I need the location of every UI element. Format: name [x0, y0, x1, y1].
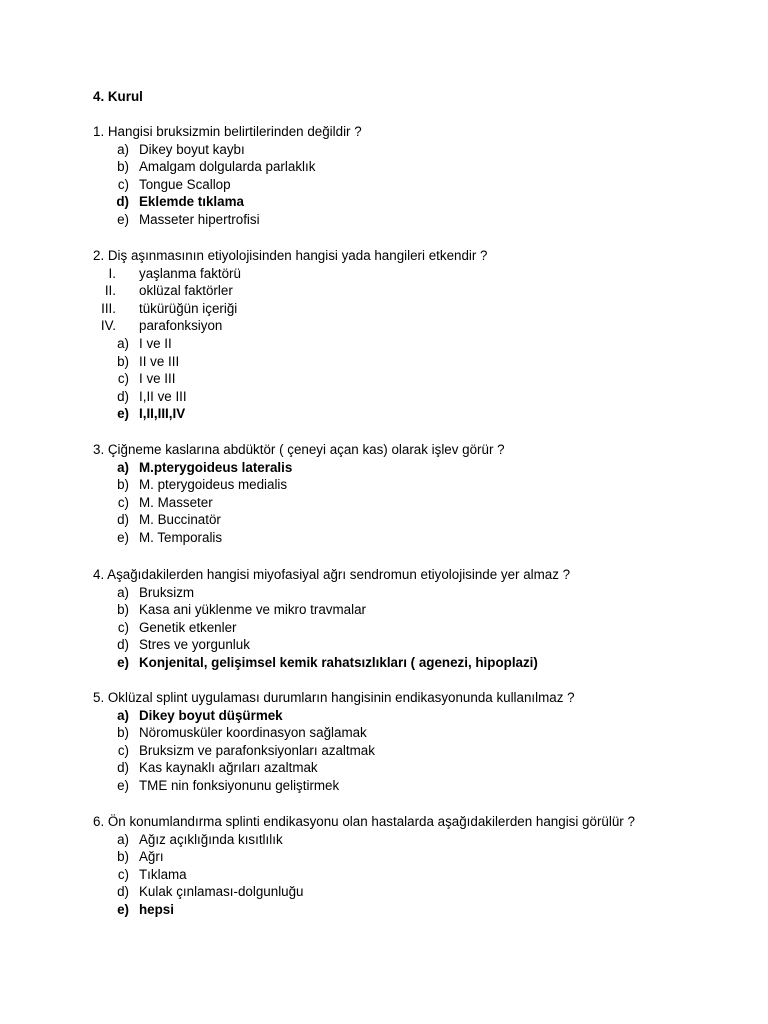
- option-text: I ve III: [139, 371, 176, 387]
- statement-4: [93, 317, 733, 335]
- option-text: Kasa ani yüklenme ve mikro travmalar: [139, 602, 366, 618]
- option-marker: e): [117, 654, 129, 670]
- option-text: Amalgam dolgularda parlaklık: [139, 159, 316, 175]
- option-b: [93, 848, 733, 866]
- option-text: Dikey boyut kaybı: [139, 141, 245, 157]
- statement-text: tükürüğün içeriği: [139, 300, 238, 316]
- option-text: M.pterygoideus lateralis: [139, 459, 293, 475]
- option-text: Tıklama: [139, 866, 187, 882]
- option-text: Stres ve yorgunluk: [139, 637, 250, 653]
- option-marker: b): [117, 477, 129, 493]
- option-marker: b): [117, 725, 129, 741]
- option-marker: b): [117, 602, 129, 618]
- option-text: M. pterygoideus medialis: [139, 477, 288, 493]
- option-text: I,II ve III: [139, 388, 187, 404]
- option-marker: c): [117, 742, 129, 758]
- option-marker: e): [117, 901, 129, 917]
- option-c: [93, 370, 733, 388]
- option-e-correct: [93, 405, 733, 423]
- option-text: M. Masseter: [139, 494, 213, 510]
- question-text: 2. Diş aşınmasının etiyolojisinden hangisi yada hangileri etkendir ?: [93, 248, 488, 263]
- option-b: [93, 158, 733, 176]
- document-title: 4. Kurul: [93, 89, 143, 104]
- option-e-correct: [93, 901, 733, 919]
- option-text: Masseter hipertrofisi: [139, 211, 260, 227]
- option-b: [93, 601, 733, 619]
- option-text: hepsi: [139, 901, 174, 917]
- option-a: [93, 141, 733, 159]
- option-marker: a): [117, 831, 129, 847]
- option-marker: b): [117, 849, 129, 865]
- statement-3: [93, 300, 733, 318]
- option-marker: b): [117, 353, 129, 369]
- option-d-correct: [93, 193, 733, 211]
- option-marker: c): [117, 176, 129, 192]
- option-text: TME nin fonksiyonunu geliştirmek: [139, 777, 340, 793]
- option-b: [93, 353, 733, 371]
- question-4: [93, 566, 733, 672]
- option-marker: c): [117, 371, 129, 387]
- option-text: I ve II: [139, 335, 172, 351]
- option-a: [93, 584, 733, 602]
- question-text: 3. Çiğneme kaslarına abdüktör ( çeneyi açan kas) olarak işlev görür ?: [93, 442, 505, 457]
- option-text: Nöromusküler koordinasyon sağlamak: [139, 725, 367, 741]
- statement-marker: III.: [101, 300, 116, 316]
- option-text: Tongue Scallop: [139, 176, 231, 192]
- statement-marker: I.: [108, 265, 116, 281]
- option-marker: e): [117, 211, 129, 227]
- option-marker: d): [117, 637, 129, 653]
- statement-marker: IV.: [100, 318, 116, 334]
- option-a-correct: [93, 707, 733, 725]
- option-text: Eklemde tıklama: [139, 194, 244, 210]
- option-d: [93, 636, 733, 654]
- option-text: Bruksizm: [139, 584, 195, 600]
- option-text: II ve III: [139, 353, 180, 369]
- option-marker: c): [117, 494, 129, 510]
- option-marker: e): [117, 529, 129, 545]
- question-5: [93, 689, 733, 795]
- option-text: Kas kaynaklı ağrıları azaltmak: [139, 760, 318, 776]
- question-1: [93, 123, 733, 229]
- option-a: [93, 831, 733, 849]
- statement-1: [93, 265, 733, 283]
- option-marker: d): [117, 388, 129, 404]
- option-text: M. Buccinatör: [139, 512, 221, 528]
- option-text: Ağrı: [139, 849, 164, 865]
- question-3: [93, 441, 733, 547]
- statement-text: parafonksiyon: [139, 318, 223, 334]
- option-b: [93, 724, 733, 742]
- statement-text: yaşlanma faktörü: [139, 265, 241, 281]
- option-text: Kulak çınlaması-dolgunluğu: [139, 884, 304, 900]
- option-d: [93, 388, 733, 406]
- question-6: [93, 813, 733, 919]
- option-marker: a): [117, 584, 129, 600]
- statement-text: oklüzal faktörler: [139, 283, 233, 299]
- option-marker: e): [117, 777, 129, 793]
- option-text: Dikey boyut düşürmek: [139, 707, 283, 723]
- option-marker: d): [117, 512, 129, 528]
- option-d: [93, 759, 733, 777]
- option-marker: e): [117, 406, 129, 422]
- option-marker: d): [116, 194, 129, 210]
- option-marker: d): [117, 760, 129, 776]
- option-marker: a): [117, 459, 129, 475]
- option-text: M. Temporalis: [139, 529, 223, 545]
- option-c: [93, 619, 733, 637]
- question-text: 1. Hangisi bruksizmin belirtilerinden değildir ?: [93, 124, 362, 139]
- option-c: [93, 866, 733, 884]
- statement-marker: II.: [104, 283, 116, 299]
- option-a: [93, 335, 733, 353]
- question-text: 5. Oklüzal splint uygulaması durumların hangisinin endikasyonunda kullanılmaz ?: [93, 690, 575, 705]
- option-e: [93, 777, 733, 795]
- question-2: [93, 247, 733, 423]
- option-text: Genetik etkenler: [139, 619, 237, 635]
- option-text: Bruksizm ve parafonksiyonları azaltmak: [139, 742, 375, 758]
- option-marker: b): [117, 159, 129, 175]
- option-text: Ağız açıklığında kısıtlılık: [139, 831, 283, 847]
- option-text: Konjenital, gelişimsel kemik rahatsızlıkları ( agenezi, hipoplazi): [139, 654, 538, 670]
- option-marker: d): [117, 884, 129, 900]
- option-d: [93, 511, 733, 529]
- option-c: [93, 742, 733, 760]
- option-c: [93, 494, 733, 512]
- option-e: [93, 211, 733, 229]
- option-marker: a): [117, 707, 129, 723]
- option-marker: c): [117, 866, 129, 882]
- option-text: I,II,III,IV: [139, 406, 186, 422]
- option-marker: a): [117, 141, 129, 157]
- option-marker: a): [117, 335, 129, 351]
- question-text: 4. Aşağıdakilerden hangisi miyofasiyal ağrı sendromun etiyolojisinde yer almaz ?: [93, 567, 571, 582]
- option-b: [93, 476, 733, 494]
- option-e-correct: [93, 654, 733, 672]
- option-c: [93, 176, 733, 194]
- option-e: [93, 529, 733, 547]
- question-text: 6. Ön konumlandırma splinti endikasyonu olan hastalarda aşağıdakilerden hangisi görülür ?: [93, 814, 635, 829]
- option-a-correct: [93, 459, 733, 477]
- statement-2: [93, 282, 733, 300]
- option-d: [93, 883, 733, 901]
- option-marker: c): [117, 619, 129, 635]
